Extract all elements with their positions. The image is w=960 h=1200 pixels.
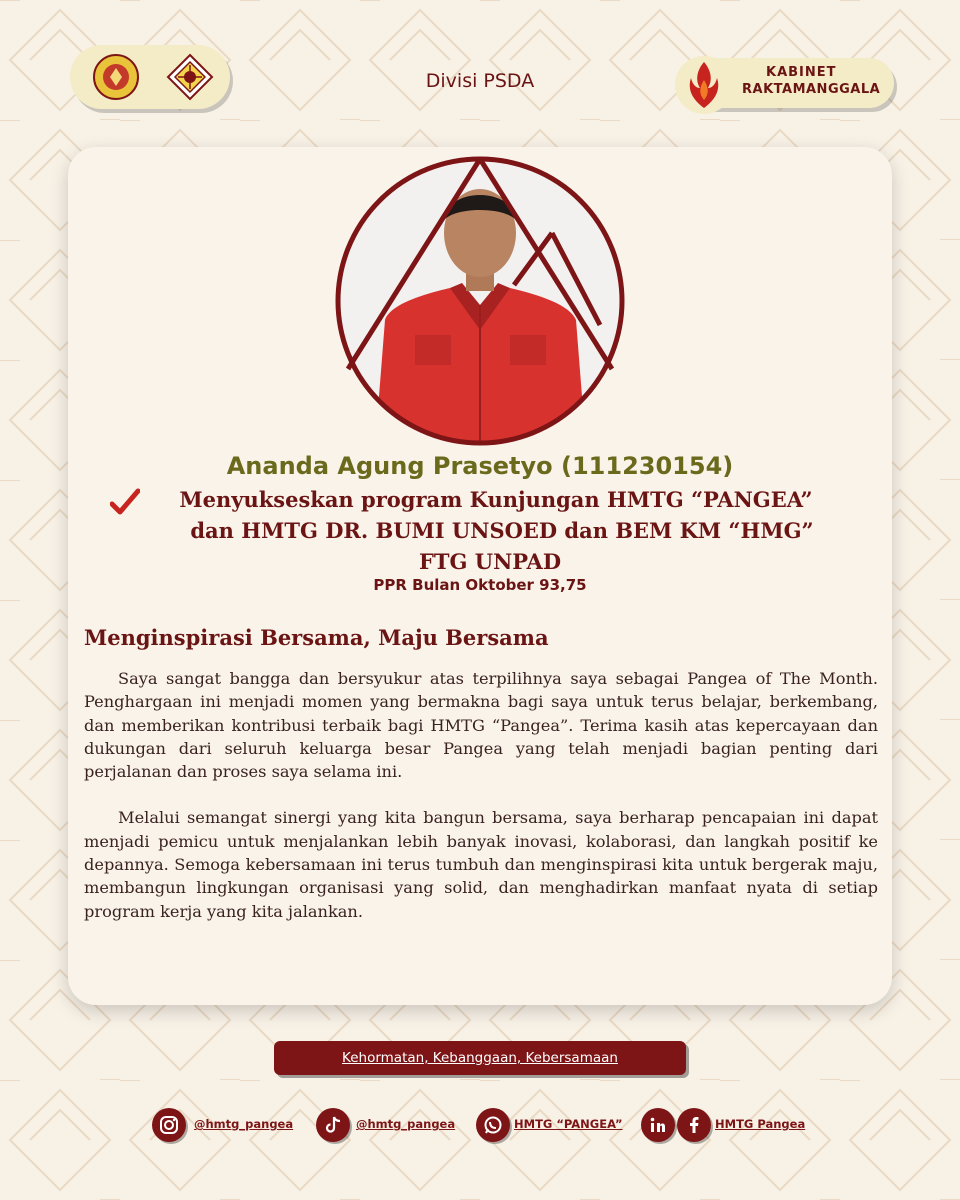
whatsapp-icon[interactable] [476, 1108, 510, 1142]
whatsapp-label[interactable]: HMTG “PANGEA” [514, 1117, 623, 1131]
division-title: Divisi PSDA [425, 70, 535, 92]
social-tiktok[interactable] [316, 1108, 466, 1142]
testimonial-paragraph: Melalui semangat sinergi yang kita bangun bersama, saya berharap pencapaian ini dapat menjadi pemicu untuk menjalankan lebih banyak inovasi, kolaborasi, dan langkah positif ke depannya. Semoga kebersamaan ini terus tumbuh dan menginspirasi kita untuk bergerak maju, membangun lingkungan organisasi yang solid, dan menghadirkan manfaat nyata di setiap program kerja yang kita jalankan. [84, 808, 878, 921]
achievement-line: FTG UNPAD [418, 549, 562, 574]
tiktok-icon[interactable] [316, 1108, 350, 1142]
instagram-handle[interactable]: @hmtg_pangea [194, 1117, 294, 1131]
motto-banner: Kehormatan, Kebanggaan, Kebersamaan [274, 1041, 686, 1075]
phoenix-logo [675, 56, 733, 114]
portrait-photo [330, 155, 630, 447]
achievement-line: Menyukseskan program Kunjungan HMTG “PANGEA” [179, 487, 813, 512]
testimonial-text [84, 667, 878, 923]
social-linkedin-facebook[interactable] [641, 1108, 821, 1142]
awardee-name: Ananda Agung Prasetyo (111230154) [226, 452, 734, 480]
kabinet-name [742, 64, 892, 98]
achievement [100, 484, 880, 577]
linkedin-facebook-label[interactable]: HMTG Pangea [715, 1117, 806, 1131]
tiktok-handle[interactable]: @hmtg_pangea [356, 1117, 456, 1131]
social-instagram[interactable] [152, 1108, 302, 1142]
kabinet-line2: RAKTAMANGGALA [742, 82, 881, 97]
linkedin-icon[interactable] [641, 1108, 675, 1142]
ppr-score: PPR Bulan Oktober 93,75 [373, 576, 587, 594]
instagram-icon[interactable] [152, 1108, 186, 1142]
social-whatsapp[interactable] [476, 1108, 636, 1142]
testimonial-paragraph: Saya sangat bangga dan bersyukur atas terpilihnya saya sebagai Pangea of The Month. Penghargaan ini menjadi momen yang bermakna bagi saya untuk terus belajar, berkembang, dan memberikan kontribusi terbaik bagi HMTG “Pangea”. Terima kasih atas kepercayaan dan dukungan dari seluruh keluarga besar Pangea yang telah menjadi bagian penting dari perjalanan dan proses saya selama ini. [84, 669, 878, 782]
section-title: Menginspirasi Bersama, Maju Bersama [84, 625, 549, 650]
achievement-line: dan HMTG DR. BUMI UNSOED dan BEM KM “HMG” [190, 518, 814, 543]
facebook-icon[interactable] [677, 1108, 711, 1142]
kabinet-line1: KABINET [766, 65, 837, 80]
